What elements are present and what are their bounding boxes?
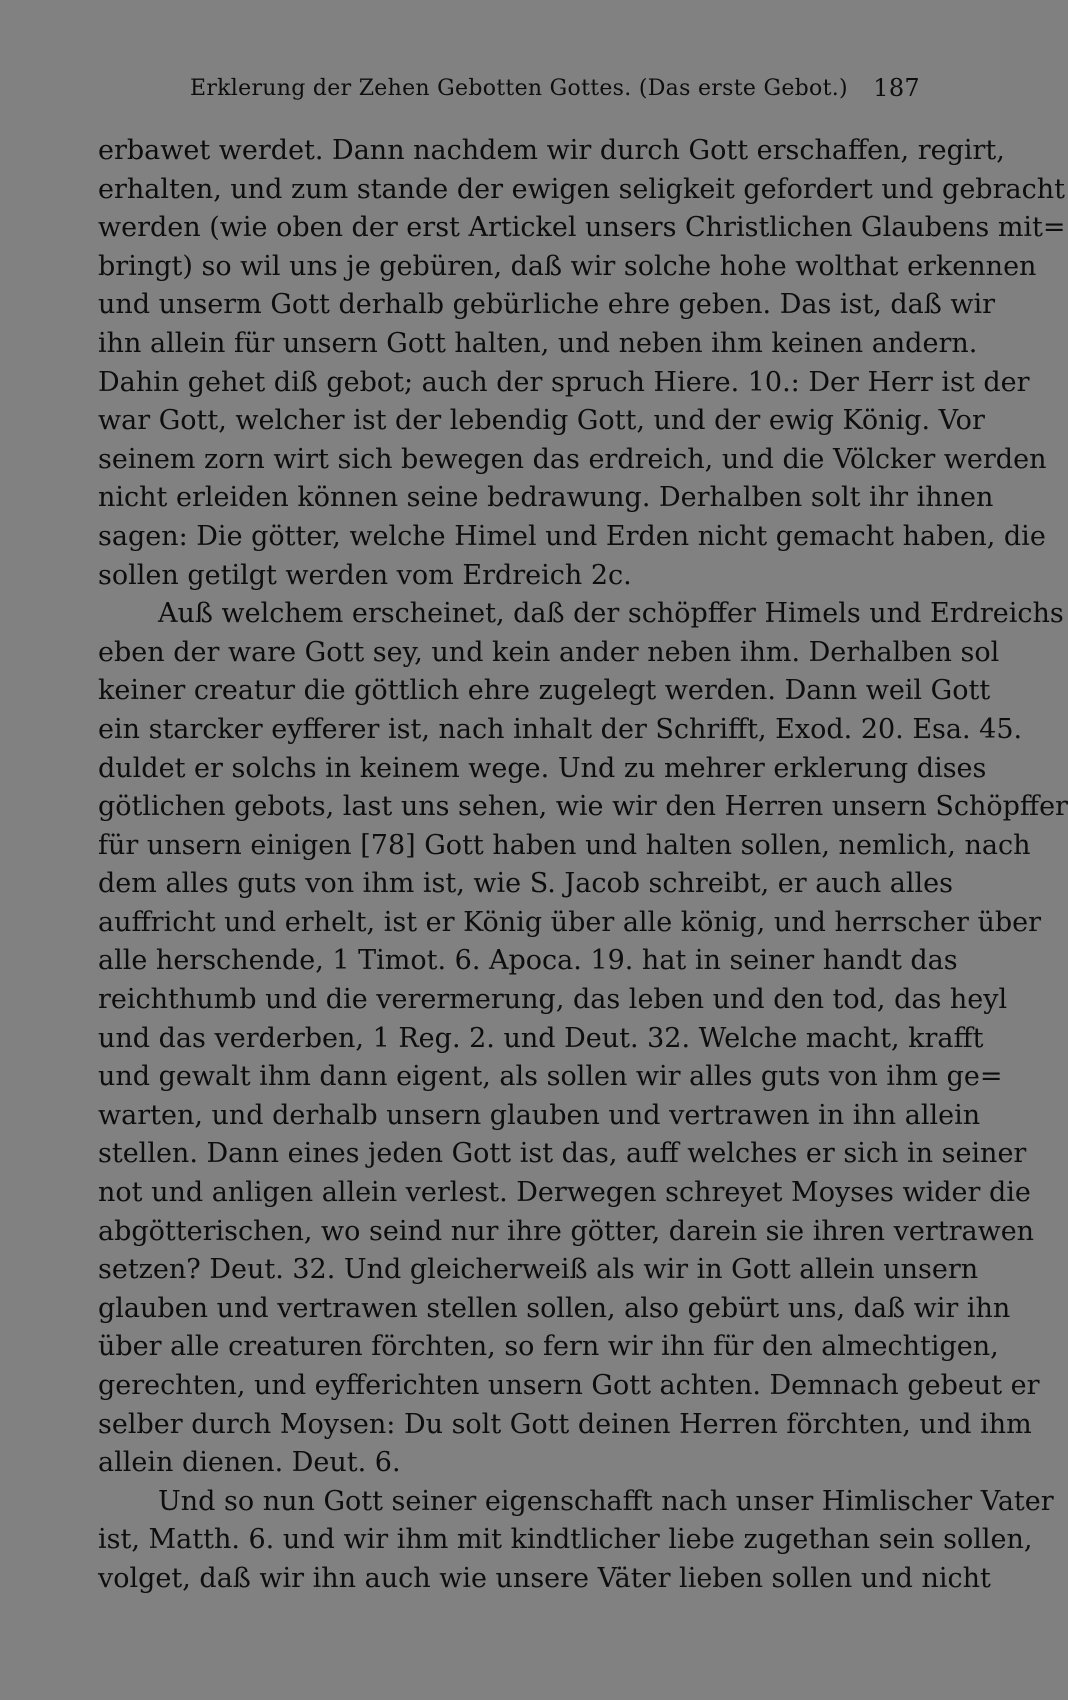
running-title: Erklerung der Zehen Gebotten Gottes. (Das erste Gebot.) — [190, 75, 848, 101]
text-line: und gewalt ihm dann eigent, als sollen wir alles guts von ihm ge= — [98, 1061, 1003, 1093]
text-line: selber durch Moysen: Du solt Gott deinen Herren förchten, und ihm — [98, 1408, 1032, 1440]
text-line: setzen? Deut. 32. Und gleicherweiß als wir in Gott allein unsern — [98, 1254, 979, 1286]
text-line: für unsern einigen [78] Gott haben und halten sollen, nemlich, nach — [98, 829, 1031, 861]
text-line: seinem zorn wirt sich bewegen das erdreich, und die Völcker werden — [98, 443, 1047, 475]
text-line: bringt) so wil uns je gebüren, daß wir solche hohe wolthat erkennen — [98, 250, 1037, 282]
text-line: gerechten, und eyfferichten unsern Gott achten. Demnach gebeut er — [98, 1370, 1040, 1401]
text-line: keiner creatur die göttlich ehre zugelegt werden. Dann weil Gott — [98, 675, 991, 707]
text-line: duldet er solchs in keinem wege. Und zu mehrer erklerung dises — [98, 752, 987, 784]
text-line: ist, Matth. 6. und wir ihm mit kindtlicher liebe zugethan sein sollen, — [98, 1524, 1033, 1556]
text-line: ihn allein für unsern Gott halten, und neben ihm keinen andern. — [98, 327, 978, 359]
text-line: Auß welchem erscheinet, daß der schöpffer Himels und Erdreichs — [158, 598, 1064, 630]
text-line: alle herschende, 1 Timot. 6. Apoca. 19. hat in seiner handt das — [98, 945, 958, 977]
text-line: reichthumb und die verermerung, das leben und den tod, das heyl — [98, 984, 1008, 1016]
text-line: warten, und derhalb unsern glauben und vertrawen in ihn allein — [98, 1099, 981, 1131]
text-line: stellen. Dann eines jeden Gott ist das, auff welches er sich in seiner — [98, 1138, 1027, 1170]
text-line: über alle creaturen förchten, so fern wir ihn für den almechtigen, — [98, 1331, 999, 1363]
text-line: eben der ware Gott sey, und kein ander neben ihm. Derhalben sol — [98, 636, 1000, 668]
text-line: volget, daß wir ihn auch wie unsere Väter lieben sollen und nicht — [98, 1562, 991, 1594]
body-text — [98, 132, 1068, 1599]
text-line: und das verderben, 1 Reg. 2. und Deut. 32. Welche macht, krafft — [98, 1022, 984, 1054]
text-line: glauben und vertrawen stellen sollen, also gebürt uns, daß wir ihn — [98, 1292, 1011, 1324]
text-line: Dahin gehet diß gebot; auch der spruch Hiere. 10.: Der Herr ist der — [98, 366, 1030, 398]
paragraph-2 — [98, 595, 1068, 1483]
text-line: götlichen gebots, last uns sehen, wie wir den Herren unsern Schöpffer — [98, 791, 1068, 823]
text-line: auffricht und erhelt, ist er König über alle könig, und herrscher über — [98, 906, 1042, 938]
text-line: ein starcker eyfferer ist, nach inhalt der Schrifft, Exod. 20. Esa. 45. — [98, 713, 1023, 745]
text-line: sollen getilgt werden vom Erdreich 2c. — [98, 559, 632, 591]
text-line: werden (wie oben der erst Artickel unsers Christlichen Glaubens mit= — [98, 212, 1066, 244]
text-line: not und anligen allein verlest. Derwegen schreyet Moyses wider die — [98, 1177, 1031, 1209]
text-line: und unserm Gott derhalb gebürliche ehre geben. Das ist, daß wir — [98, 289, 996, 321]
paragraph-1 — [98, 132, 1066, 595]
text-line: erbawet werdet. Dann nachdem wir durch Gott erschaffen, regirt, — [98, 135, 1005, 166]
text-line: Und so nun Gott seiner eigenschafft nach unser Himlischer Vater — [158, 1485, 1054, 1517]
paragraph-3 — [98, 1483, 1054, 1599]
text-line: allein dienen. Deut. 6. — [98, 1447, 401, 1479]
text-line: abgötterischen, wo seind nur ihre götter, darein sie ihren vertrawen — [98, 1215, 1035, 1247]
text-line: dem alles guts von ihm ist, wie S. Jacob schreibt, er auch alles — [98, 868, 953, 900]
text-line: nicht erleiden können seine bedrawung. Derhalben solt ihr ihnen — [98, 482, 994, 514]
text-line: erhalten, und zum stande der ewigen seligkeit gefordert und gebracht — [98, 173, 1065, 205]
running-head — [190, 68, 920, 108]
text-line: war Gott, welcher ist der lebendig Gott, und der ewig König. Vor — [98, 405, 985, 437]
text-line: sagen: Die götter, welche Himel und Erden nicht gemacht haben, die — [98, 520, 1046, 552]
page-number: 187 — [873, 74, 920, 102]
